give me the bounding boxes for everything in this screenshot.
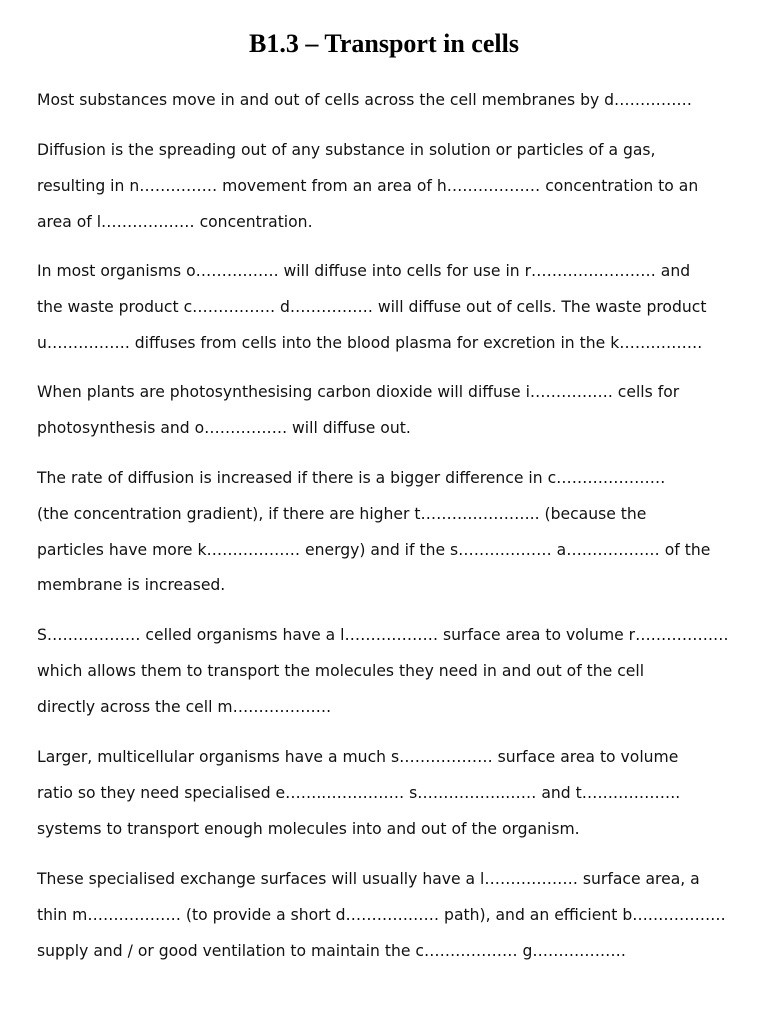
paragraph-line: resulting in n…………… movement from an area of h……………… concentration to an xyxy=(37,176,699,195)
paragraph-diffusion-definition xyxy=(37,133,737,240)
paragraph-line: u……………. diffuses from cells into the blood plasma for excretion in the k……………. xyxy=(37,333,703,352)
paragraph-line: In most organisms o……………. will diffuse into cells for use in r…………………… and xyxy=(37,262,691,280)
paragraph-line: photosynthesis and o……………. will diffuse out. xyxy=(37,418,411,437)
paragraph-line: When plants are photosynthesising carbon dioxide will diffuse i……………. cells for xyxy=(37,383,680,401)
paragraph-line: supply and / or good ventilation to maintain the c……………… g……………… xyxy=(37,941,626,960)
paragraph-exchange-surfaces xyxy=(37,862,737,969)
paragraph-line: Diffusion is the spreading out of any substance in solution or particles of a gas, xyxy=(37,141,656,159)
paragraph-line: The rate of diffusion is increased if there is a bigger difference in c………………… xyxy=(37,469,666,487)
paragraph-line: Larger, multicellular organisms have a much s……………… surface area to volume xyxy=(37,748,679,766)
paragraph-plants-photosynthesis xyxy=(37,375,737,447)
paragraph-line: These specialised exchange surfaces will usually have a l……………… surface area, a xyxy=(37,870,700,888)
paragraph-line: the waste product c……………. d……………. will diffuse out of cells. The waste product xyxy=(37,297,707,316)
paragraph-line: (the concentration gradient), if there are higher t………………….. (because the xyxy=(37,504,647,523)
paragraph-line: S……………… celled organisms have a l……………… surface area to volume r……………… xyxy=(37,626,729,644)
worksheet-title: B1.3 – Transport in cells xyxy=(249,29,519,58)
paragraph-diffusion-intro xyxy=(37,83,737,119)
paragraph-line: thin m……………… (to provide a short d……………… path), and an efficient b……………… xyxy=(37,905,726,924)
paragraph-line: directly across the cell m………………. xyxy=(37,697,332,716)
paragraph-line: systems to transport enough molecules into and out of the organism. xyxy=(37,819,580,838)
paragraph-line: Most substances move in and out of cells across the cell membranes by d…………… xyxy=(37,91,693,109)
paragraph-line: area of l……………… concentration. xyxy=(37,212,313,231)
paragraph-rate-of-diffusion xyxy=(37,461,737,604)
paragraph-line: ratio so they need specialised e……..…………… s……………..…… and t………………. xyxy=(37,783,681,802)
paragraph-multicellular xyxy=(37,740,737,847)
paragraph-line: particles have more k……………… energy) and if the s……………… a……………… of the xyxy=(37,540,711,559)
paragraph-organisms-gases xyxy=(37,254,737,361)
paragraph-line: membrane is increased. xyxy=(37,576,226,595)
paragraph-single-celled xyxy=(37,618,737,725)
paragraph-line: which allows them to transport the molecules they need in and out of the cell xyxy=(37,661,645,680)
